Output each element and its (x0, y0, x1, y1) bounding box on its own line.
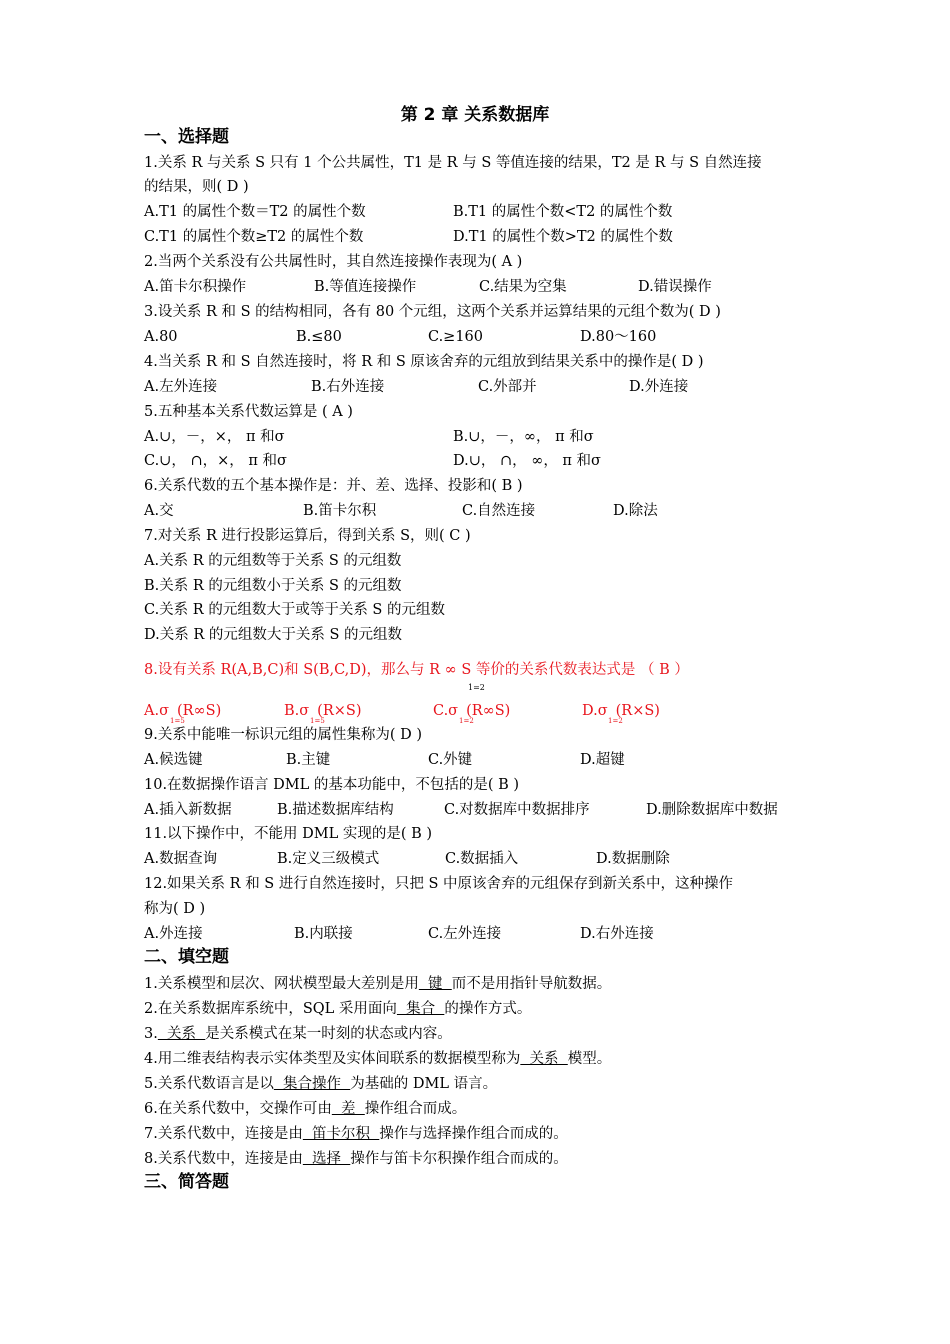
fill-item-4: 4.用二维表结构表示实体类型及实体间联系的数据模型称为 关系 模型。 (144, 1051, 612, 1067)
question-8-option-b-subscript: 1=5 (310, 717, 325, 725)
question-8-option-d-label: D.σ (582, 703, 608, 719)
question-11-option-b: B.定义三级模式 (277, 851, 380, 867)
question-8-option-a-subscript: 1=5 (170, 717, 185, 725)
question-9-option-a: A.候选键 (144, 752, 203, 768)
section-heading-choice: 一、选择题 (144, 127, 229, 147)
question-10-option-d: D.删除数据库中数据 (646, 802, 778, 818)
question-12-stem-cont: 称为( D ) (144, 901, 206, 917)
question-8-option-c-tail: (R∞S) (466, 703, 511, 719)
question-2-stem: 2.当两个关系没有公共属性时，其自然连接操作表现为( A ) (144, 254, 523, 270)
question-6-stem: 6.关系代数的五个基本操作是：并、差、选择、投影和( B ) (144, 478, 523, 494)
question-6-option-c: C.自然连接 (462, 503, 536, 519)
question-10-option-a: A.插入新数据 (144, 802, 232, 818)
question-10-option-c: C.对数据库中数据排序 (444, 802, 590, 818)
question-11-option-d: D.数据删除 (596, 851, 670, 867)
question-10-stem: 10.在数据操作语言 DML 的基本功能中，不包括的是( B ) (144, 777, 520, 793)
question-7-option-c: C.关系 R 的元组数大于或等于关系 S 的元组数 (144, 602, 445, 618)
question-9-option-b: B.主键 (286, 752, 331, 768)
fill-item-5: 5.关系代数语言是以 集合操作 为基础的 DML 语言。 (144, 1076, 498, 1092)
fill-answer-5: 集合操作 (273, 1076, 351, 1092)
question-11-option-a: A.数据查询 (144, 851, 218, 867)
question-2-option-b: B.等值连接操作 (314, 279, 417, 295)
question-9-option-c: C.外键 (428, 752, 473, 768)
question-3-option-c: C.≥160 (428, 329, 484, 345)
question-8-option-b-tail: (R×S) (317, 703, 362, 719)
fill-answer-8: 选择 (302, 1151, 351, 1167)
question-6-option-d: D.除法 (613, 503, 658, 519)
question-4-option-d: D.外连接 (629, 379, 689, 395)
question-3-option-b: B.≤80 (296, 329, 342, 345)
question-12-stem: 12.如果关系 R 和 S 进行自然连接时，只把 S 中原该舍弃的元组保存到新关系中，这种操作 (144, 876, 733, 892)
question-2-option-d: D.错误操作 (638, 279, 712, 295)
chapter-title: 第 2 章 关系数据库 (400, 105, 550, 125)
question-6-option-a: A.交 (144, 503, 174, 519)
question-4-option-a: A.左外连接 (144, 379, 218, 395)
question-7-option-d: D.关系 R 的元组数大于关系 S 的元组数 (144, 627, 403, 643)
fill-answer-3: 关系 (157, 1026, 206, 1042)
question-8-stem: 8.设有关系 R(A,B,C)和 S(B,C,D)，那么与 R ∞ S 等价的关系代数表达式是 （ B ） (144, 662, 689, 678)
question-1-option-d: D.T1 的属性个数>T2 的属性个数 (453, 229, 673, 245)
fill-item-6: 6.在关系代数中，交操作可由 差 操作组合而成。 (144, 1101, 467, 1117)
question-1-option-a: A.T1 的属性个数＝T2 的属性个数 (144, 204, 366, 220)
fill-item-1: 1.关系模型和层次、网状模型最大差别是用 键 而不是用指针导航数据。 (144, 976, 612, 992)
question-5-option-d: D.∪， ∩， ∞， π 和σ (453, 453, 601, 469)
question-5-option-a: A.∪，－，×， π 和σ (144, 429, 285, 445)
question-8-option-d-tail: (R×S) (615, 703, 660, 719)
question-8-option-a-label: A.σ (144, 703, 169, 719)
fill-answer-2: 集合 (396, 1001, 445, 1017)
question-8-option-b-label: B.σ (284, 703, 310, 719)
fill-item-2: 2.在关系数据库系统中，SQL 采用面向 集合 的操作方式。 (144, 1001, 532, 1017)
section-heading-short-answer: 三、简答题 (144, 1172, 229, 1192)
fill-item-7: 7.关系代数中，连接是由 笛卡尔积 操作与选择操作组合而成的。 (144, 1126, 568, 1142)
fill-item-8: 8.关系代数中，连接是由 选择 操作与笛卡尔积操作组合而成的。 (144, 1151, 568, 1167)
question-12-option-a: A.外连接 (144, 926, 203, 942)
question-4-option-b: B.右外连接 (311, 379, 385, 395)
question-1-option-c: C.T1 的属性个数≥T2 的属性个数 (144, 229, 364, 245)
question-9-option-d: D.超键 (580, 752, 625, 768)
question-3-option-d: D.80～160 (580, 329, 657, 345)
question-8-option-c-label: C.σ (433, 703, 459, 719)
question-8-option-d-subscript: 1=2 (608, 717, 623, 725)
question-7-option-a: A.关系 R 的元组数等于关系 S 的元组数 (144, 553, 402, 569)
question-7-option-b: B.关系 R 的元组数小于关系 S 的元组数 (144, 578, 402, 594)
question-12-option-d: D.右外连接 (580, 926, 654, 942)
question-9-stem: 9.关系中能唯一标识元组的属性集称为( D ) (144, 727, 422, 743)
question-4-option-c: C.外部并 (478, 379, 537, 395)
question-3-option-a: A.80 (144, 329, 178, 345)
question-5-option-b: B.∪，－，∞， π 和σ (453, 429, 594, 445)
question-2-option-c: C.结果为空集 (479, 279, 567, 295)
fill-answer-1: 键 (418, 976, 452, 992)
question-4-stem: 4.当关系 R 和 S 自然连接时，将 R 和 S 原该舍弃的元组放到结果关系中的操作是( D ) (144, 354, 704, 370)
fill-answer-7: 笛卡尔积 (302, 1126, 380, 1142)
question-11-option-c: C.数据插入 (445, 851, 519, 867)
question-8-join-condition: 1=2 (468, 683, 485, 692)
question-12-option-c: C.左外连接 (428, 926, 502, 942)
section-heading-fill: 二、填空题 (144, 947, 229, 967)
question-1-option-b: B.T1 的属性个数<T2 的属性个数 (453, 204, 673, 220)
question-5-option-c: C.∪， ∩，×， π 和σ (144, 453, 287, 469)
question-8-option-c-subscript: 1=2 (459, 717, 474, 725)
question-12-option-b: B.内联接 (294, 926, 353, 942)
question-10-option-b: B.描述数据库结构 (277, 802, 394, 818)
question-1-stem: 1.关系 R 与关系 S 只有 1 个公共属性，T1 是 R 与 S 等值连接的结果，T2 是 R 与 S 自然连接 (144, 155, 762, 171)
question-8-option-a-tail: (R∞S) (176, 703, 222, 719)
question-11-stem: 11.以下操作中，不能用 DML 实现的是( B ) (144, 826, 433, 842)
question-1-stem-cont: 的结果，则( D ) (144, 179, 249, 195)
question-7-stem: 7.对关系 R 进行投影运算后，得到关系 S，则( C ) (144, 528, 471, 544)
question-5-stem: 5.五种基本关系代数运算是 ( A ) (144, 404, 353, 420)
question-3-stem: 3.设关系 R 和 S 的结构相同，各有 80 个元组，这两个关系并运算结果的元组个数为( D ) (144, 304, 721, 320)
question-6-option-b: B.笛卡尔积 (303, 503, 377, 519)
fill-answer-6: 差 (331, 1101, 365, 1117)
question-2-option-a: A.笛卡尔积操作 (144, 279, 247, 295)
fill-answer-4: 关系 (520, 1051, 568, 1067)
fill-item-3: 3. 关系 是关系模式在某一时刻的状态或内容。 (144, 1026, 452, 1042)
